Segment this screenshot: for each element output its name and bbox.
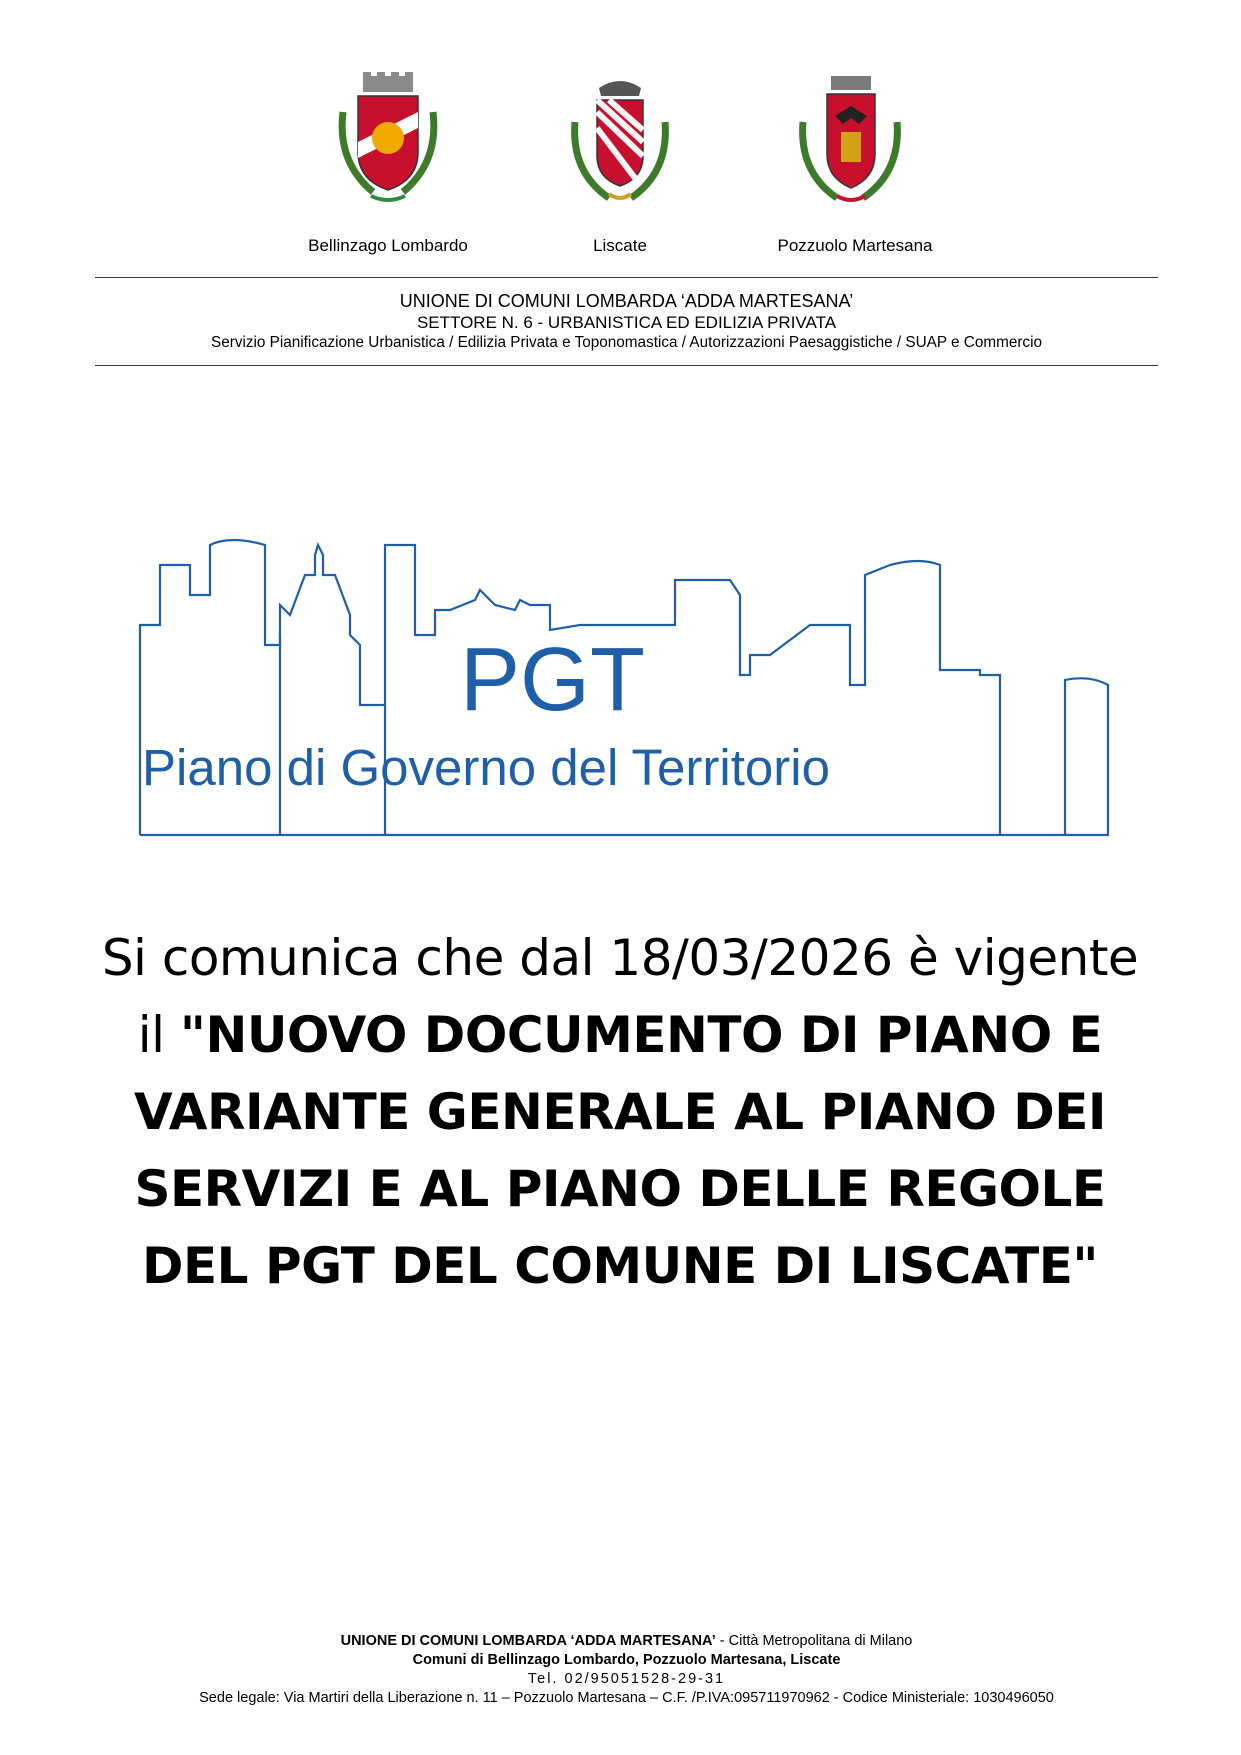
header-services: Servizio Pianificazione Urbanistica / Edilizia Privata e Toponomastica / Autorizzazioni Paesaggistiche / SUAP e Commercio: [211, 334, 1042, 351]
footer-sede: Sede legale: Via Martiri della Liberazione n. 11 – Pozzuolo Martesana – C.F. /P.IVA:095711970962 - Codice Ministeriale: 1030496050: [199, 1690, 1054, 1706]
pgt-logo: [130, 535, 1120, 855]
footer-comuni: Comuni di Bellinzago Lombardo, Pozzuolo Martesana, Liscate: [412, 1652, 841, 1668]
header-sector: SETTORE N. 6 - URBANISTICA ED EDILIZIA PRIVATA: [416, 313, 837, 332]
footer-org-suffix: - Città Metropolitana di Milano: [715, 1633, 913, 1649]
notice-title: "NUOVO DOCUMENTO DI PIANO E VARIANTE GENERALE AL PIANO DEI SERVIZI E AL PIANO DELLE REGOLE DEL PGT DEL COMUNE DI LISCATE": [133, 1006, 1107, 1295]
pgt-skyline-icon: [130, 535, 1120, 855]
comune-label-pozzuolo: Pozzuolo Martesana: [777, 236, 933, 255]
footer-org-line: [95, 1632, 1158, 1651]
header-divider-top: [95, 277, 1158, 278]
header-block: [95, 290, 1158, 353]
header-divider-bottom: [95, 365, 1158, 366]
footer-tel: Tel. 02/95051528-29-31: [527, 1671, 726, 1687]
footer-org: UNIONE DI COMUNI LOMBARDA ‘ADDA MARTESANA’: [340, 1633, 716, 1649]
notice: [100, 920, 1140, 1305]
pgt-subtitle: Piano di Governo del Territorio: [142, 739, 830, 796]
pgt-acronym: PGT: [460, 630, 646, 730]
comune-label-bellinzago: Bellinzago Lombardo: [308, 236, 468, 255]
notice-intro: Si comunica che dal 18/03/2026 è vigente il: [101, 929, 1139, 1064]
crest-bellinzago-lombardo-icon: [333, 72, 443, 212]
crest-bellinzago-lombardo: [333, 72, 443, 212]
crest-liscate: [565, 72, 675, 212]
crest-pozzuolo-martesana-icon: [795, 72, 905, 212]
comune-label-liscate: Liscate: [593, 236, 647, 255]
crest-pozzuolo-martesana: [795, 72, 905, 212]
footer: [95, 1632, 1158, 1708]
header-union-name: UNIONE DI COMUNI LOMBARDA ‘ADDA MARTESANA’: [399, 291, 854, 311]
crest-liscate-icon: [565, 72, 675, 212]
